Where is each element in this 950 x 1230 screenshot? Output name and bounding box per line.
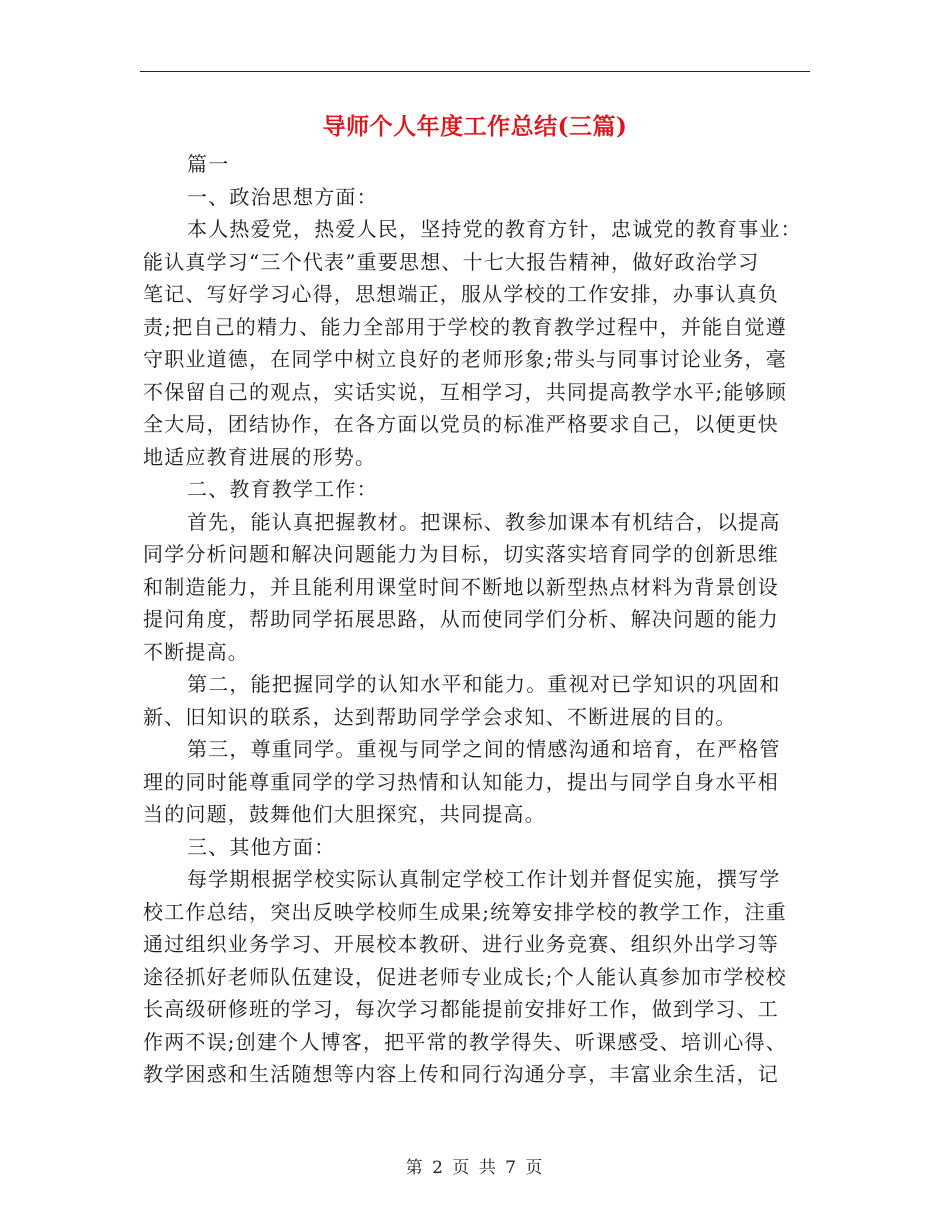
paragraph-line: 通过组织业务学习、开展校本教研、进行业务竞赛、组织外出学习等 xyxy=(143,932,779,956)
paragraph-line: 不保留自己的观点，实话实说，互相学习，共同提高教学水平;能够顾 xyxy=(143,379,787,404)
paragraph-line: 二、教育教学工作： xyxy=(187,477,378,501)
paragraph-line: 提问角度，帮助同学拓展思路，从而使同学们分析、解决问题的能力 xyxy=(143,607,779,631)
paragraph-line: 守职业道德，在同学中树立良好的老师形象;带头与同事讨论业务，毫 xyxy=(143,347,787,371)
paragraph-line: 全大局，团结协作，在各方面以党员的标准严格要求自己，以便更快 xyxy=(143,412,779,436)
paragraph-line: 第三，尊重同学。重视与同学之间的情感沟通和培育，在严格管 xyxy=(187,737,781,761)
paragraph-line: 一、政治思想方面： xyxy=(187,184,378,209)
paragraph-line: 能认真学习“三个代表”重要思想、十七大报告精神，做好政治学习 xyxy=(143,249,760,274)
paragraph-line: 新、旧知识的联系，达到帮助同学学会求知、不断进展的目的。 xyxy=(143,704,737,729)
document-title: 导师个人年度工作总结(三篇) xyxy=(322,113,628,140)
paragraph-line: 责;把自己的精力、能力全部用于学校的教育教学过程中，并能自觉遵 xyxy=(143,314,787,339)
paragraph-line: 同学分析问题和解决问题能力为目标，切实落实培育同学的创新思维 xyxy=(143,542,779,566)
paragraph-line: 途径抓好老师队伍建设，促进老师专业成长;个人能认真参加市学校校 xyxy=(143,964,787,989)
paragraph-line: 地适应教育进展的形势。 xyxy=(143,444,377,469)
page-footer: 第 2 页 共 7 页 xyxy=(405,1158,545,1178)
paragraph-line: 当的问题，鼓舞他们大胆探究，共同提高。 xyxy=(143,802,546,826)
paragraph-line: 理的同时能尊重同学的学习热情和认知能力，提出与同学自身水平相 xyxy=(143,769,779,794)
paragraph-line: 篇一 xyxy=(187,152,230,176)
paragraph-line: 第二，能把握同学的认知水平和能力。重视对已学知识的巩固和 xyxy=(187,672,781,696)
paragraph-line: 作两不误;创建个人博客，把平常的教学得失、听课感受、培训心得、 xyxy=(143,1029,787,1054)
paragraph-line: 和制造能力，并且能利用课堂时间不断地以新型热点材料为背景创设 xyxy=(143,574,779,599)
paragraph-line: 本人热爱党，热爱人民，坚持党的教育方针，忠诚党的教育事业： xyxy=(187,217,802,241)
paragraph-line: 三、其他方面： xyxy=(187,834,336,859)
paragraph-line: 首先，能认真把握教材。把课标、教参加课本有机结合，以提高 xyxy=(187,509,781,534)
header-rule xyxy=(140,71,810,72)
paragraph-line: 笔记、写好学习心得，思想端正，服从学校的工作安排，办事认真负 xyxy=(143,282,779,306)
paragraph-line: 不断提高。 xyxy=(143,639,249,664)
paragraph-line: 教学困惑和生活随想等内容上传和同行沟通分享，丰富业余生活，记 xyxy=(143,1062,779,1086)
document-body xyxy=(143,148,803,1091)
paragraph-line: 长高级研修班的学习，每次学习都能提前安排好工作，做到学习、工 xyxy=(143,997,779,1021)
paragraph-line: 校工作总结，突出反映学校师生成果;统筹安排学校的教学工作，注重 xyxy=(143,899,787,924)
paragraph-line: 每学期根据学校实际认真制定学校工作计划并督促实施，撰写学 xyxy=(187,867,781,891)
